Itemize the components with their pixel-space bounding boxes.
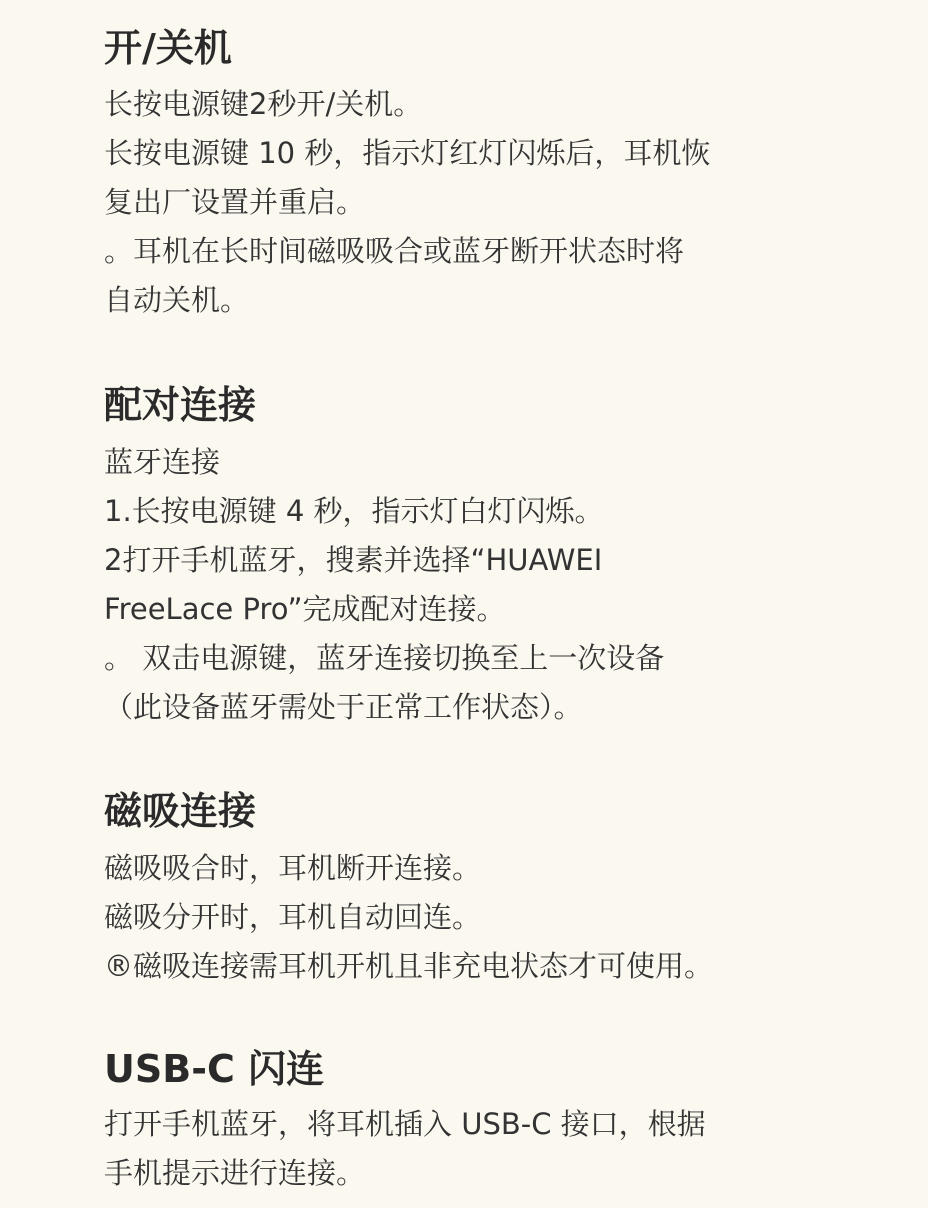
section-heading-magnetic: 磁吸连接 xyxy=(104,789,257,833)
section-heading-power: 开/关机 xyxy=(104,26,232,70)
text-line: 复出厂设置并重启。 xyxy=(104,185,366,219)
text-line: 磁吸吸合时，耳机断开连接。 xyxy=(104,851,482,885)
section-body-power xyxy=(104,80,844,325)
section-heading-pairing: 配对连接 xyxy=(104,383,257,427)
section-body-pairing xyxy=(104,438,844,732)
section-magnetic xyxy=(104,788,844,991)
text-line: 手机提示进行连接。 xyxy=(104,1156,366,1190)
section-heading-usbc: USB-C 闪连 xyxy=(104,1047,325,1091)
text-line: 长按电源键2秒开/关机。 xyxy=(104,87,423,121)
text-line: 蓝牙连接 xyxy=(104,445,221,479)
section-body-magnetic xyxy=(104,844,844,991)
section-pairing xyxy=(104,382,844,732)
text-line: 。 双击电源键，蓝牙连接切换至上一次设备 xyxy=(104,641,665,675)
text-line: 2打开手机蓝牙，搜素并选择“HUAWEI xyxy=(104,543,603,577)
text-line: 1.长按电源键 4 秒，指示灯白灯闪烁。 xyxy=(104,494,604,528)
text-line: 。耳机在长时间磁吸吸合或蓝牙断开状态时将 xyxy=(104,234,685,268)
text-line: （此设备蓝牙需处于正常工作状态）。 xyxy=(104,690,583,724)
text-line: ®磁吸连接需耳机开机且非充电状态才可使用。 xyxy=(104,949,714,983)
section-body-usbc xyxy=(104,1100,844,1198)
text-line: 自动关机。 xyxy=(104,283,250,317)
text-line: 长按电源键 10 秒，指示灯红灯闪烁后，耳机恢 xyxy=(104,136,711,170)
text-line: FreeLace Pro”完成配对连接。 xyxy=(104,592,506,626)
text-line: 磁吸分开时，耳机自动回连。 xyxy=(104,900,482,934)
section-usbc xyxy=(104,1046,844,1198)
text-line: 打开手机蓝牙，将耳机插入 USB-C 接口，根据 xyxy=(104,1107,706,1141)
section-power xyxy=(104,25,844,325)
